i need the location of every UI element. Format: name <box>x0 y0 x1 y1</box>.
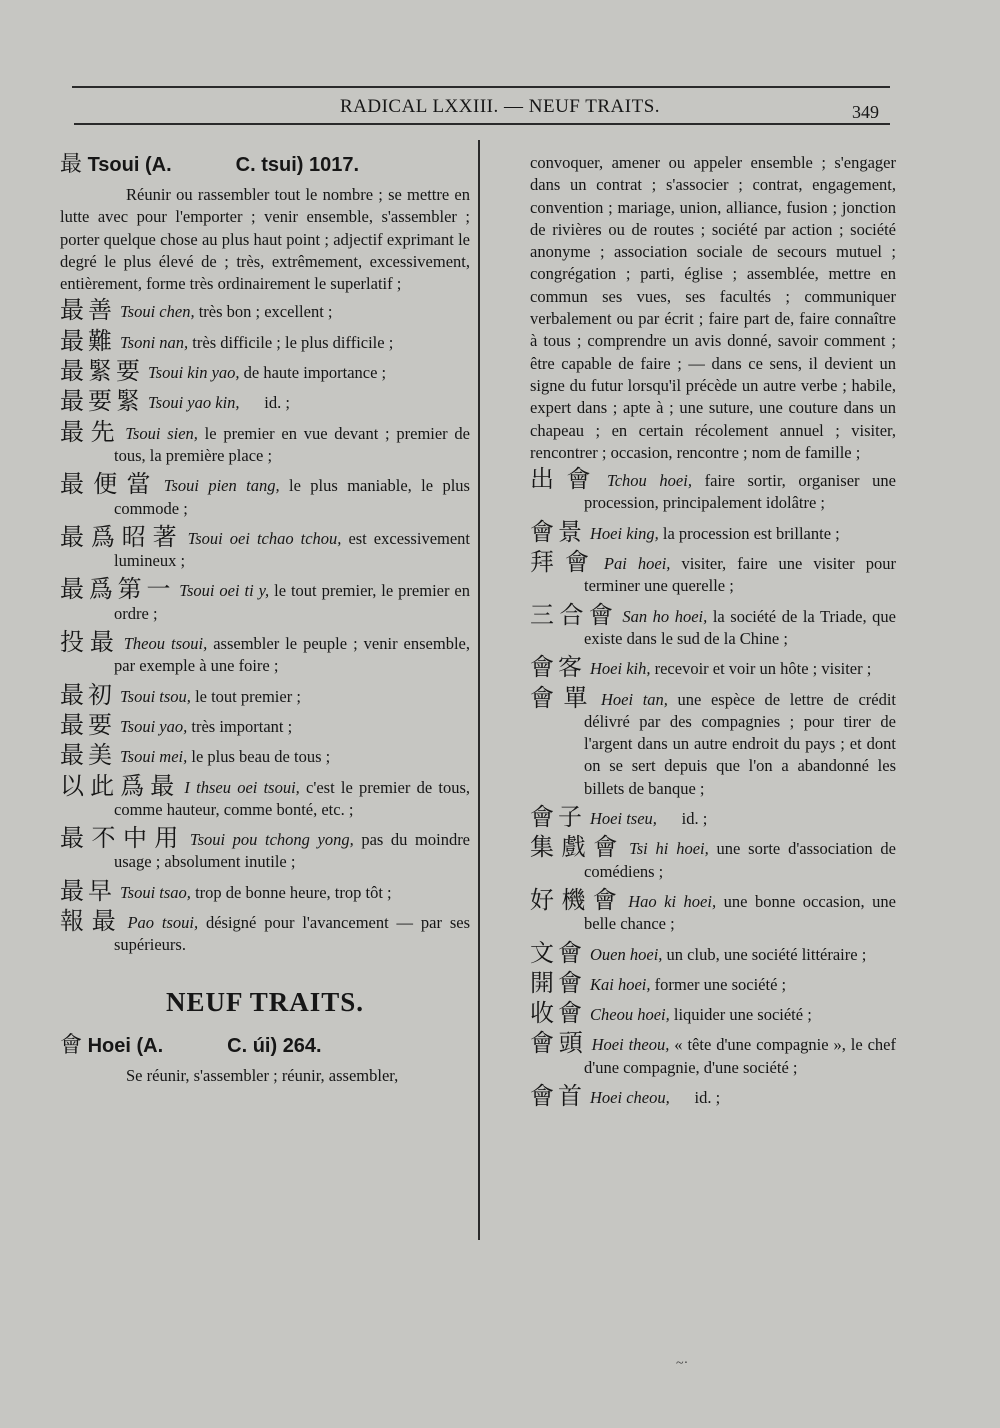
compound-romanization: Hoei cheou, <box>590 1087 670 1107</box>
compound-romanization: Tsoui oei tchao tchou, <box>187 528 342 548</box>
compound-characters: 會頭 <box>530 1029 588 1058</box>
compound-entry <box>60 907 475 957</box>
compound-romanization: San ho hoei, <box>622 606 708 626</box>
compound-romanization: Tchou hoei, <box>607 471 692 491</box>
compound-entry <box>530 600 901 651</box>
compound-entry <box>530 548 901 598</box>
compound-definition: « tête d'une compagnie », le chef d'une compagnie, d'une société ; <box>584 1035 901 1077</box>
compound-definition: une espèce de lettre de crédit délivré par des compagnies ; pour tirer de l'argent dans un autre endroit du pays ; et dont on se sert depuis que l'on a abandonné les billets de banque ; <box>584 689 901 798</box>
compound-entry <box>60 387 470 416</box>
column-divider <box>478 140 480 1240</box>
compound-entry <box>60 417 475 468</box>
compound-definition: le tout premier, le premier en ordre ; <box>114 581 475 623</box>
compound-romanization: Tsoni nan, <box>120 332 189 352</box>
compound-romanization: Hoei theou, <box>591 1035 670 1055</box>
compound-characters: 最緊要 <box>60 357 144 386</box>
compound-definition: recevoir et voir un hôte ; visiter ; <box>650 659 872 679</box>
head-cantonese: C. tsui) 1017. <box>235 154 360 176</box>
compound-entry <box>60 824 475 874</box>
compound-entry <box>60 470 475 520</box>
definition-tsoui: Réunir ou rassembler tout le nombre ; se mettre en lutte avec pour l'emporter ; venir ensemble, s'assembler ; porter quelque chose au plus haut point ; adjectif exprimant le degré le plus élevé de ; très, extrêmement, excessivement, entièrement, forme très ordinairement le superlatif ; <box>60 185 470 294</box>
compound-romanization: Hao ki hoei, <box>628 891 717 911</box>
compound-characters: 最要緊 <box>60 387 144 416</box>
compound-romanization: Tsoui chen, <box>120 302 195 322</box>
compound-entry <box>530 938 896 967</box>
head-cantonese: C. úi) 264. <box>227 1034 322 1057</box>
compound-romanization: Cheou hoei, <box>590 1005 670 1025</box>
header-rule-bottom <box>74 123 890 125</box>
compound-entry <box>530 1081 896 1110</box>
compound-romanization: Hoei tan, <box>601 689 668 709</box>
left-column <box>60 147 475 1091</box>
head-character: 會 <box>60 1032 83 1058</box>
compound-characters: 集戲會 <box>530 833 626 862</box>
compound-romanization: Theou tsoui, <box>123 634 208 654</box>
compound-characters: 收會 <box>530 999 586 1028</box>
compound-definition: id. ; <box>669 1087 721 1107</box>
compound-definition: visiter, faire une visiter pour terminer une querelle ; <box>584 554 901 596</box>
compound-definition: pas du moindre usage ; absolument inutile ; <box>114 830 475 872</box>
compound-definition: une sorte d'association de comédiens ; <box>584 839 901 881</box>
compound-characters: 報最 <box>60 907 124 936</box>
margin-mark: ~· <box>676 1356 689 1371</box>
compound-romanization: Ouen hoei, <box>590 944 663 964</box>
compound-characters: 最美 <box>60 741 116 770</box>
compound-entry <box>60 771 475 822</box>
compound-list-right <box>530 465 901 1110</box>
head-entry-tsoui <box>60 147 470 178</box>
compound-characters: 最爲昭著 <box>60 522 184 551</box>
head-romanization: Hoei (A. <box>87 1034 164 1057</box>
compound-romanization: Hoei kih, <box>590 659 651 679</box>
compound-definition: c'est le premier de tous, comme hauteur, comme bonté, etc. ; <box>114 777 475 819</box>
compound-list-left <box>60 296 475 956</box>
compound-entry <box>60 710 470 739</box>
compound-characters: 最善 <box>60 296 116 325</box>
definition-hoei-continued: convoquer, amener ou appeler ensemble ; s'engager dans un contrat ; s'associer ; contrat, engagement, convention ; mariage, union, alliance, fusion ; jonction de rivières ou de routes ; société par action ; société anonyme ; association sociale de secours mutuel ; congrégation ; parti, église ; assemblée, mettre en commun ses vues, ses facultés ; communiquer verbalement ou par écrit ; faire part de, faire connaître à tous ; comprendre un avis donné, savoir comment ; être capable de faire ; — dans ce sens, il devient un signe du futur lorsqu'il précède un autre verbe ; habile, expert dans ; apte à ; une suture, une couture dans un chapeau ; en certain récolement annuel ; visiter, rencontrer ; occasion, rencontre ; nom de famille ; <box>530 153 896 462</box>
compound-entry <box>530 999 896 1028</box>
compound-romanization: Tsoui yao, <box>120 716 188 736</box>
compound-characters: 最初 <box>60 680 116 709</box>
head-entry-hoei <box>60 1028 470 1059</box>
compound-romanization: Hoei tseu, <box>590 809 657 829</box>
compound-entry <box>60 326 470 355</box>
compound-characters: 投最 <box>60 628 120 657</box>
compound-entry <box>60 628 475 678</box>
compound-entry <box>60 680 470 709</box>
head-romanization: Tsoui (A. <box>87 154 172 176</box>
compound-characters: 最早 <box>60 876 116 905</box>
compound-characters: 會景 <box>530 517 586 546</box>
compound-definition: la procession est brillante ; <box>658 523 840 543</box>
compound-characters: 三合會 <box>530 600 619 629</box>
compound-definition: très important ; <box>187 716 293 736</box>
compound-definition: le tout premier ; <box>190 686 301 706</box>
compound-definition: la société de la Triade, que existe dans le sud de la Chine ; <box>584 606 901 648</box>
compound-definition: trop de bonne heure, trop tôt ; <box>190 882 392 902</box>
section-title: NEUF TRAITS. <box>165 986 365 1017</box>
compound-characters: 以此爲最 <box>60 771 181 800</box>
compound-characters: 最不中用 <box>60 824 186 853</box>
compound-romanization: Kai hoei, <box>590 974 651 994</box>
compound-entry <box>60 522 475 573</box>
compound-romanization: Tsoui tsao, <box>120 882 191 902</box>
compound-romanization: Tsoui sien, <box>125 423 198 443</box>
compound-entry <box>60 296 470 325</box>
compound-definition: très bon ; excellent ; <box>194 302 333 322</box>
compound-entry <box>530 517 896 546</box>
compound-definition: désigné pour l'avancement — par ses supérieurs. <box>114 913 475 955</box>
compound-romanization: Tsoui pien tang, <box>163 476 280 496</box>
compound-entry <box>530 803 896 832</box>
right-column <box>530 152 901 1115</box>
compound-entry <box>60 357 470 386</box>
compound-definition: liquider une société ; <box>669 1005 812 1025</box>
compound-romanization: Tsoui mei, <box>120 747 188 767</box>
compound-entry <box>60 741 470 770</box>
compound-romanization: I thseu oei tsoui, <box>184 777 300 797</box>
compound-definition: le premier en vue devant ; premier de tous, la première place ; <box>114 423 475 465</box>
compound-definition: de haute importance ; <box>239 363 387 383</box>
compound-romanization: Tsoui oei ti y, <box>179 581 270 601</box>
compound-entry <box>530 683 901 800</box>
compound-characters: 最難 <box>60 326 116 355</box>
compound-characters: 最爲第一 <box>60 575 176 604</box>
compound-definition: un club, une société littéraire ; <box>662 944 867 964</box>
compound-characters: 會單 <box>530 683 597 712</box>
compound-romanization: Pao tsoui, <box>127 913 199 933</box>
compound-characters: 拜會 <box>530 548 600 577</box>
compound-characters: 會首 <box>530 1081 586 1110</box>
head-character: 最 <box>60 152 83 177</box>
compound-characters: 會客 <box>530 653 586 682</box>
compound-entry <box>530 885 901 936</box>
compound-romanization: Tsoui kin yao, <box>148 363 240 383</box>
definition-hoei: Se réunir, s'assembler ; réunir, assembler, <box>126 1065 399 1085</box>
compound-definition: une bonne occasion, une belle chance ; <box>584 891 901 934</box>
compound-entry <box>530 968 896 997</box>
compound-definition: le plus maniable, le plus commode ; <box>114 476 475 518</box>
compound-characters: 最便當 <box>60 470 160 499</box>
compound-characters: 最要 <box>60 710 116 739</box>
compound-entry <box>530 833 901 883</box>
compound-definition: est excessivement lumineux ; <box>114 528 475 571</box>
compound-definition: id. ; <box>239 393 290 413</box>
compound-romanization: Tsoui pou tchong yong, <box>189 830 354 850</box>
compound-entry <box>60 575 475 625</box>
compound-entry <box>530 465 901 515</box>
compound-romanization: Tsoui yao kin, <box>148 393 240 413</box>
compound-characters: 最先 <box>60 417 122 446</box>
compound-romanization: Tsoui tsou, <box>120 686 191 706</box>
compound-characters: 好機會 <box>530 885 625 914</box>
compound-definition: le plus beau de tous ; <box>187 747 331 767</box>
compound-romanization: Hoei king, <box>590 523 659 543</box>
compound-entry <box>60 876 470 905</box>
compound-characters: 會子 <box>530 803 586 832</box>
compound-definition: faire sortir, organiser une procession, principalement idolâtre ; <box>584 471 901 513</box>
header-rule-top <box>72 86 890 88</box>
compound-entry <box>530 1029 901 1079</box>
compound-romanization: Pai hoei, <box>603 554 671 574</box>
compound-characters: 出會 <box>530 465 604 494</box>
page-number: 349 <box>852 102 879 122</box>
compound-definition: former une société ; <box>650 974 787 994</box>
compound-characters: 開會 <box>530 968 586 997</box>
compound-entry <box>530 653 896 682</box>
compound-romanization: Tsi hi hoei, <box>629 839 709 859</box>
compound-definition: assembler le peuple ; venir ensemble, par exemple à une foire ; <box>114 634 475 676</box>
compound-characters: 文會 <box>530 938 586 967</box>
running-header: RADICAL LXXIII. — NEUF TRAITS. <box>339 96 661 117</box>
compound-definition: id. ; <box>656 809 708 829</box>
compound-definition: très difficile ; le plus difficile ; <box>188 332 394 352</box>
